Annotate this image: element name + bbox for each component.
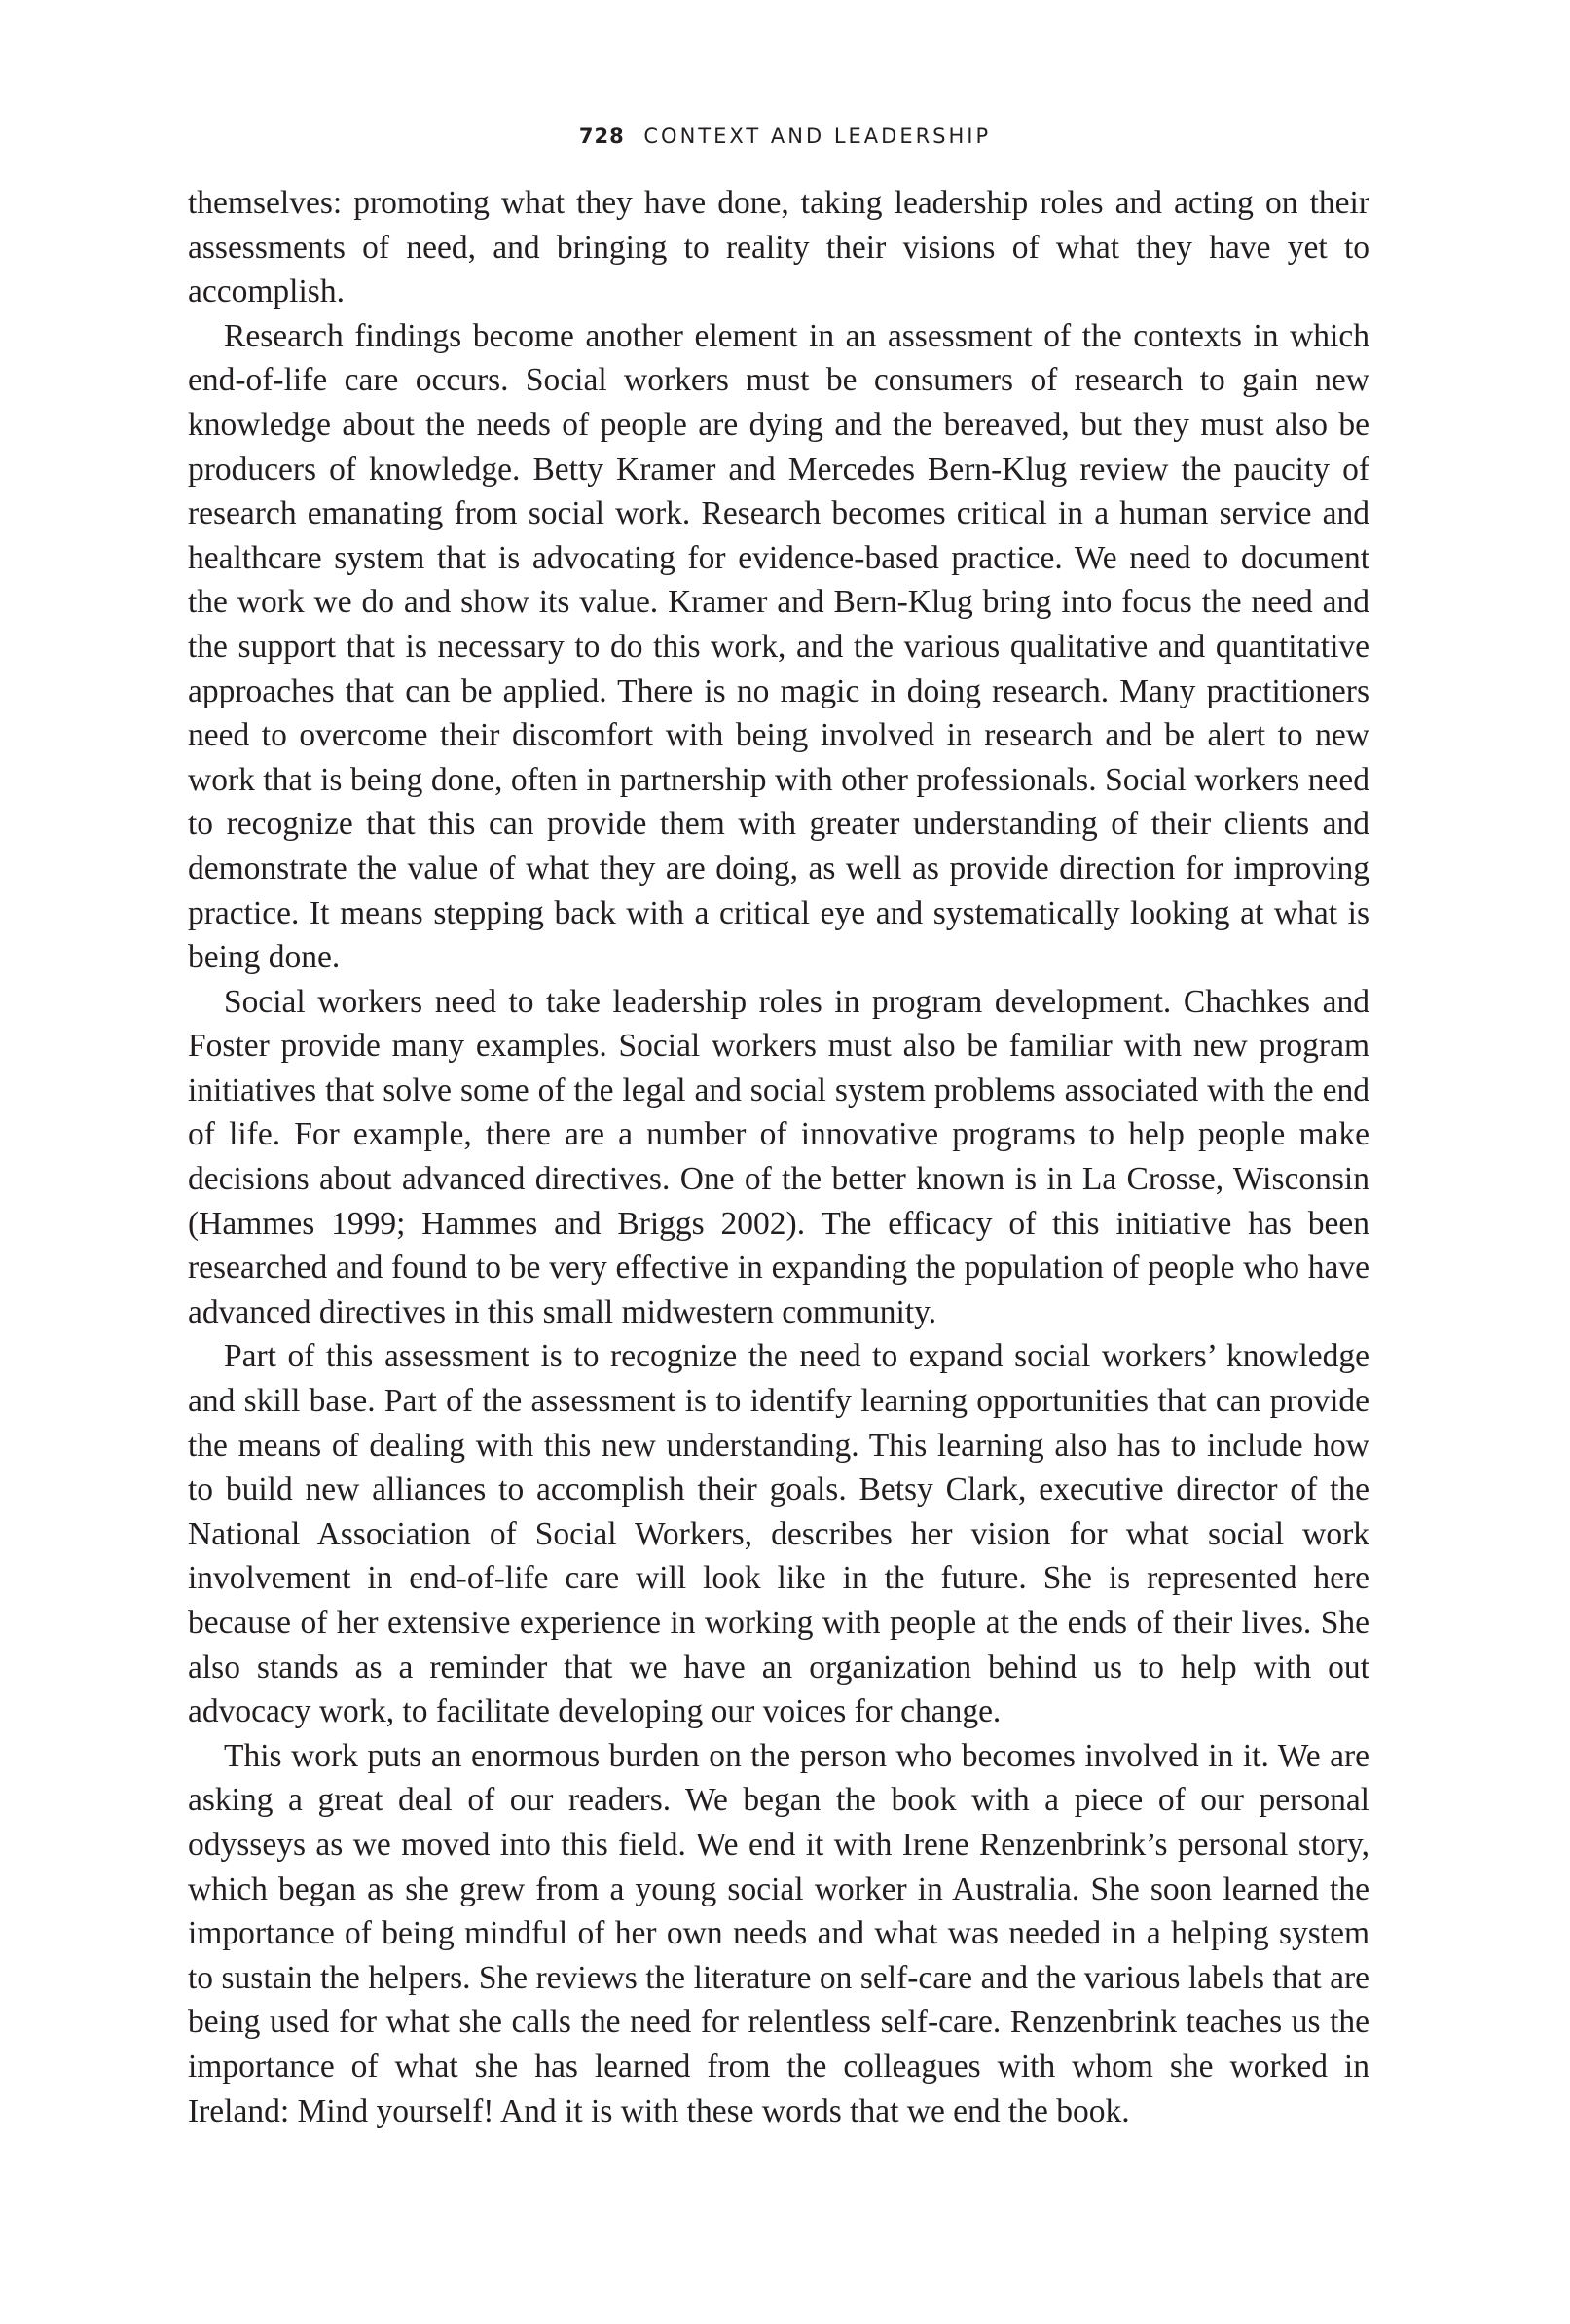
paragraph-continued: themselves: promoting what they have done, taking leadership roles and acting on their assessments of need, and bringing to reality their visions of what they have yet to accomplish.: [188, 185, 1369, 310]
page-number: 728: [578, 125, 625, 148]
paragraph-research-findings: Research findings become another element in an assessment of the contexts in which end-of-life care occurs. Social workers must be consumers of research to gain new knowledge about the needs of people are dying and the bereaved, but they must also be producers of knowledge. Betty Kramer and Mercedes Bern-Klug review the paucity of research emanating from social work. Research becomes critical in a human service and healthcare system that is advocating for evidence-based practice. We need to document the work we do and show its value. Kramer and Bern-Klug bring into focus the need and the support that is necessary to do this work, and the various qualitative and quantitative approaches that can be applied. There is no magic in doing research. Many practitioners need to overcome their discomfort with being involved in research and be alert to new work that is being done, often in partnership with other professionals. Social workers need to recognize that this can provide them with greater understanding of their clients and demonstrate the value of what they are doing, as well as provide direction for improving practice. It means stepping back with a critical eye and systematically looking at what is being done.: [188, 317, 1369, 976]
running-title: CONTEXT AND LEADERSHIP: [643, 125, 992, 148]
paragraph-program-development: Social workers need to take leadership roles in program development. Chachkes and Foster provide many examples. Social workers must also be familiar with new program initiatives that solve some of the legal and social system problems associated with the end of life. For example, there are a number of innovative programs to help people make decisions about advanced directives. One of the better known is in La Crosse, Wisconsin (Hammes 1999; Hammes and Briggs 2002). The efficacy of this initiative has been researched and found to be very effective in expanding the population of people who have advanced directives in this small midwestern community.: [188, 983, 1369, 1330]
paragraph-assessment: Part of this assessment is to recognize the need to expand social workers’ knowledge and skill base. Part of the assessment is to identify learning opportunities that can provide the means of dealing with this new understanding. This learning also has to include how to build new alliances to accomplish their goals. Betsy Clark, executive director of the National Association of Social Workers, describes her vision for what social work involvement in end-of-life care will look like in the future. She is represented here because of her extensive experience in working with people at the ends of their lives. She also stands as a reminder that we have an organization behind us to help with out advocacy work, to facilitate developing our voices for change.: [188, 1338, 1369, 1730]
running-head: [0, 125, 1570, 148]
body-text: [188, 181, 1369, 2133]
paragraph-closing: This work puts an enormous burden on the person who becomes involved in it. We are asking a great deal of our readers. We began the book with a piece of our personal odysseys as we moved into this field. We end it with Irene Renzenbrink’s personal story, which began as she grew from a young social worker in Australia. She soon learned the importance of being mindful of her own needs and what was needed in a helping system to sustain the helpers. She reviews the literature on self-care and the various labels that are being used for what she calls the need for relentless self-care. Renzenbrink teaches us the importance of what she has learned from the colleagues with whom she worked in Ireland: Mind yourself! And it is with these words that we end the book.: [188, 1737, 1369, 2129]
